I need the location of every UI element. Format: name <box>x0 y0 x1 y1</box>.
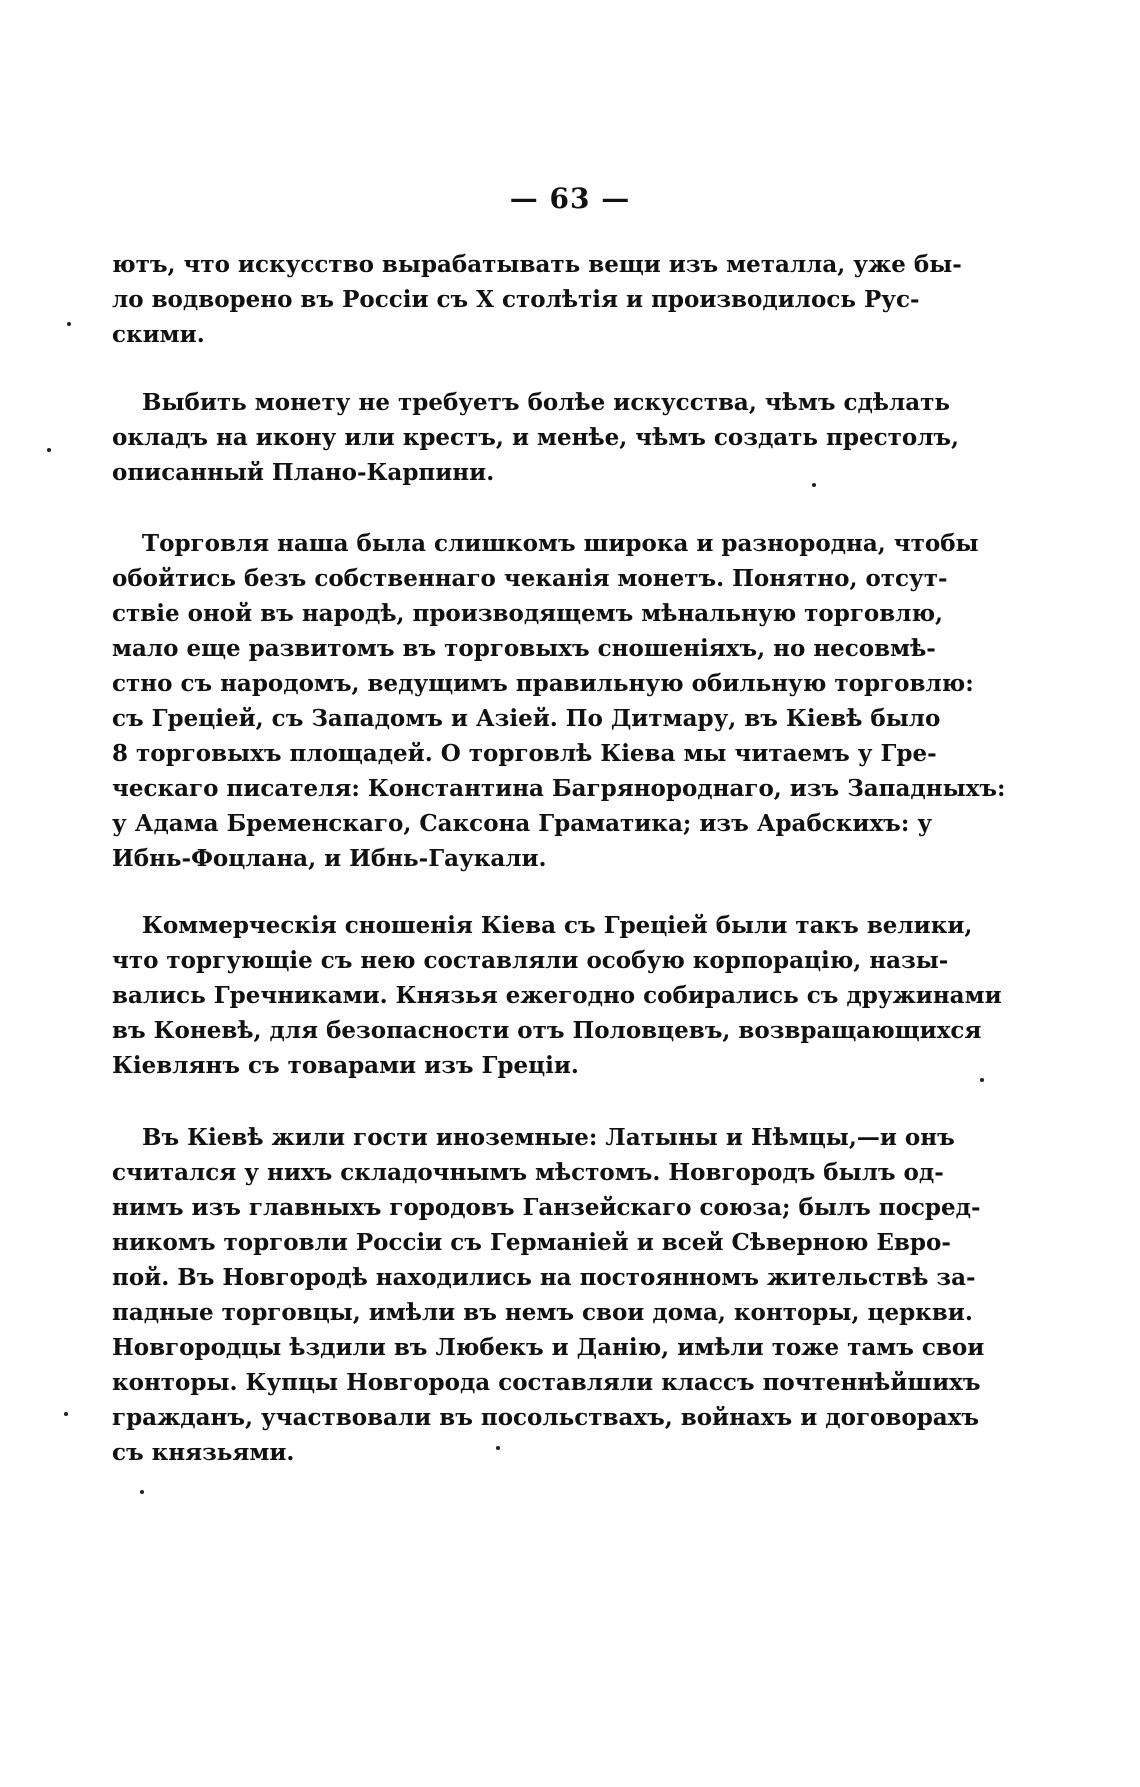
scan-speck <box>496 1446 500 1450</box>
text-line: у Адама Бременскаго, Саксона Граматика; изъ Арабскихъ: у <box>112 810 933 837</box>
text-line: стно съ народомъ, ведущимъ правильную обильную торговлю: <box>112 670 974 697</box>
paragraph-4 <box>112 908 1002 1083</box>
text-line: ствіе оной въ народѣ, производящемъ мѣнальную торговлю, <box>112 600 944 627</box>
scan-speck <box>67 322 71 326</box>
text-line: описанный Плано-Карпини. <box>112 459 495 486</box>
text-line: что торгующіе съ нею составляли особую корпорацію, назы- <box>112 947 949 974</box>
text-line: Кіевлянъ съ товарами изъ Греціи. <box>112 1052 579 1079</box>
text-line: окладъ на икону или крестъ, и менѣе, чѣмъ создать престолъ, <box>112 424 960 451</box>
text-line: обойтись безъ собственнаго чеканія монетъ. Понятно, отсут- <box>112 565 948 592</box>
text-line: ло водворено въ Россіи съ X столѣтія и производилось Рус- <box>112 286 920 313</box>
text-line: Ибнь-Фоцлана, и Ибнь-Гаукали. <box>112 845 547 872</box>
text-line: Коммерческія сношенія Кіева съ Греціей были такъ велики, <box>142 912 973 939</box>
text-line: ютъ, что искусство вырабатывать вещи изъ металла, уже бы- <box>112 251 962 278</box>
text-line: конторы. Купцы Новгорода составляли классъ почтеннѣйшихъ <box>112 1369 981 1396</box>
page-number: — 63 — <box>509 182 631 215</box>
paragraph-2 <box>112 385 960 490</box>
text-line: мало еще развитомъ въ торговыхъ сношеніяхъ, но несовмѣ- <box>112 635 936 662</box>
text-line: нимъ изъ главныхъ городовъ Ганзейскаго союза; былъ посред- <box>112 1194 981 1221</box>
paragraph-1 <box>112 247 962 352</box>
text-line: вались Гречниками. Князья ежегодно собирались съ дружинами <box>112 982 1002 1009</box>
text-line: Выбить монету не требуетъ болѣе искусства, чѣмъ сдѣлать <box>142 389 950 416</box>
text-line: съ князьями. <box>112 1439 295 1466</box>
paragraph-5 <box>112 1120 985 1470</box>
text-line: падные торговцы, имѣли въ немъ свои дома, конторы, церкви. <box>112 1299 973 1326</box>
text-line: никомъ торговли Россіи съ Германіей и всей Сѣверною Евро- <box>112 1229 951 1256</box>
paragraph-3 <box>112 526 1006 876</box>
scan-speck <box>812 483 816 487</box>
scan-speck <box>64 1412 68 1416</box>
text-line: скими. <box>112 321 205 348</box>
text-line: считался у нихъ складочнымъ мѣстомъ. Новгородъ былъ од- <box>112 1159 944 1186</box>
text-line: съ Греціей, съ Западомъ и Азіей. По Дитмару, въ Кіевѣ было <box>112 705 941 732</box>
scan-speck <box>140 1490 144 1494</box>
text-line: въ Коневѣ, для безопасности отъ Половцевъ, возвращающихся <box>112 1017 982 1044</box>
text-line: Въ Кіевѣ жили гости иноземные: Латыны и Нѣмцы,—и онъ <box>142 1124 955 1151</box>
scan-speck <box>47 448 51 452</box>
scan-speck <box>980 1078 984 1082</box>
text-line: ческаго писателя: Константина Багрянороднаго, изъ Западныхъ: <box>112 775 1006 802</box>
text-line: Новгородцы ѣздили въ Любекъ и Данію, имѣли тоже тамъ свои <box>112 1334 985 1361</box>
text-line: пой. Въ Новгородѣ находились на постоянномъ жительствѣ за- <box>112 1264 976 1291</box>
text-line: Торговля наша была слишкомъ широка и разнородна, чтобы <box>142 530 979 557</box>
text-line: 8 торговыхъ площадей. О торговлѣ Кіева мы читаемъ у Гре- <box>112 740 937 767</box>
text-line: гражданъ, участвовали въ посольствахъ, войнахъ и договорахъ <box>112 1404 980 1431</box>
